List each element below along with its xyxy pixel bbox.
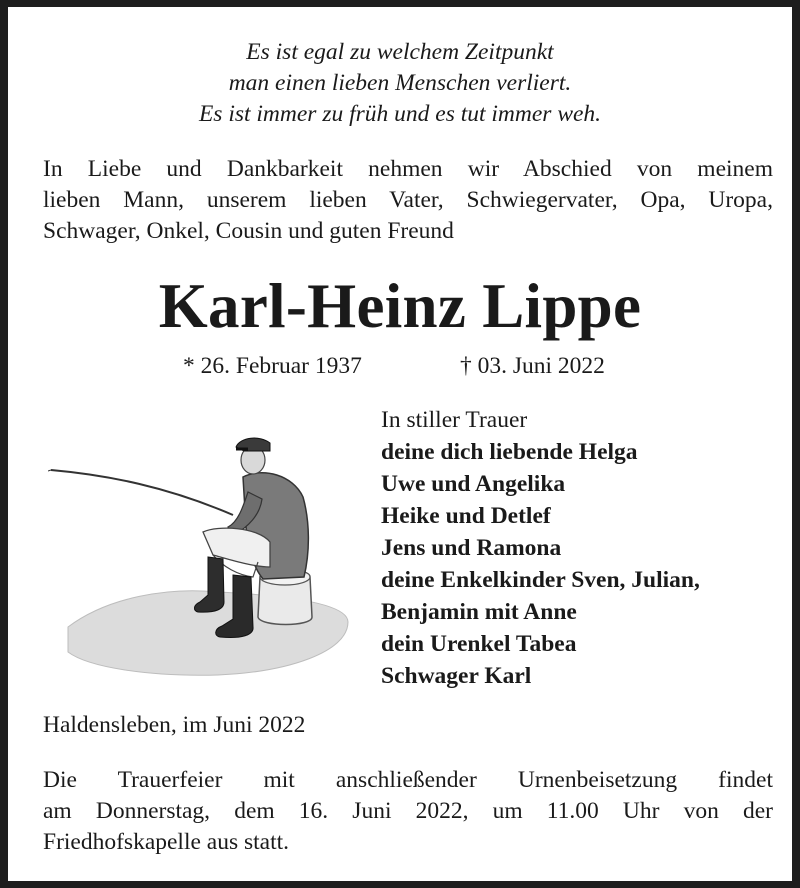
motto bbox=[16, 37, 784, 130]
place-date: Haldensleben, im Juni 2022 bbox=[43, 712, 306, 738]
mourners-heading: In stiller Trauer bbox=[381, 407, 528, 433]
intro-line: In Liebe und Dankbarkeit nehmen wir Abschied von meinem bbox=[43, 156, 773, 182]
ceremony-line: am Donnerstag, dem 16. Juni 2022, um 11.00 Uhr von der bbox=[43, 798, 773, 824]
birth-date: * 26. Februar 1937 bbox=[183, 353, 362, 379]
mourner-line: deine dich liebende Helga bbox=[381, 439, 638, 465]
boot-left bbox=[194, 557, 224, 612]
motto-line: man einen lieben Menschen verliert. bbox=[228, 70, 572, 96]
motto-line: Es ist immer zu früh und es tut immer weh. bbox=[198, 101, 602, 127]
ceremony-line: Friedhofskapelle aus statt. bbox=[43, 829, 290, 855]
mourners-block bbox=[381, 404, 700, 692]
fishing-rod bbox=[51, 470, 233, 515]
death-date: † 03. Juni 2022 bbox=[460, 353, 605, 379]
intro-text bbox=[43, 154, 773, 247]
intro-line: Schwager, Onkel, Cousin und guten Freund bbox=[43, 218, 454, 244]
mourner-line: Uwe und Angelika bbox=[381, 471, 566, 497]
intro-line: lieben Mann, unserem lieben Vater, Schwiegervater, Opa, Uropa, bbox=[43, 187, 773, 213]
mourner-line: Heike und Detlef bbox=[381, 503, 551, 529]
motto-line: Es ist egal zu welchem Zeitpunkt bbox=[246, 39, 554, 65]
ceremony-text bbox=[43, 765, 773, 858]
mourner-line: Schwager Karl bbox=[381, 663, 532, 689]
mourner-line: dein Urenkel Tabea bbox=[381, 631, 577, 657]
mourner-line: Jens und Ramona bbox=[381, 535, 562, 561]
angler-fishing-illustration bbox=[48, 427, 358, 677]
ceremony-line: Die Trauerfeier mit anschließender Urnenbeisetzung findet bbox=[43, 767, 773, 793]
deceased-name: Karl-Heinz Lippe bbox=[158, 271, 642, 341]
mourner-line: deine Enkelkinder Sven, Julian, bbox=[381, 567, 700, 593]
mourner-line: Benjamin mit Anne bbox=[381, 599, 577, 625]
